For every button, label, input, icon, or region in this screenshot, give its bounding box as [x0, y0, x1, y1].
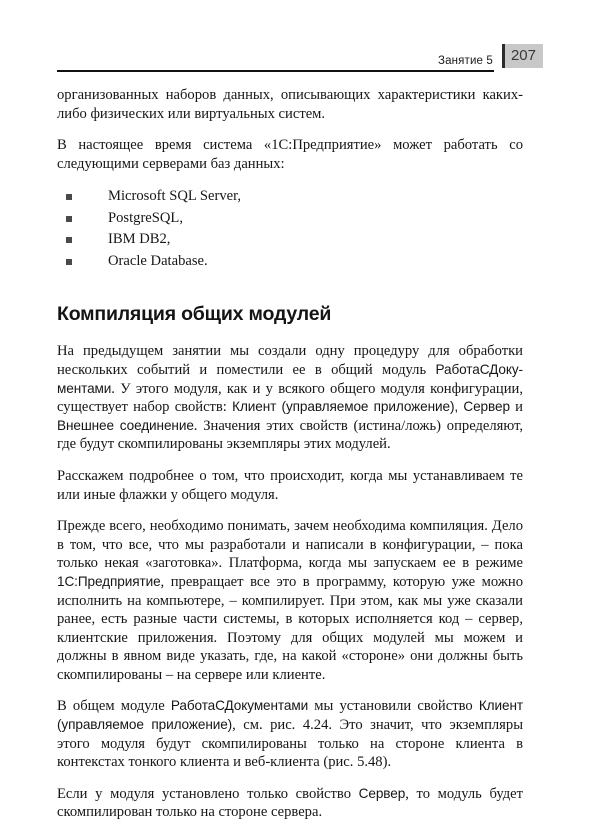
list-item-label: IBM DB2, [108, 231, 171, 248]
ui-term-module-name: РаботаСДокументами [170, 698, 309, 714]
list-item-label: Oracle Database. [108, 252, 208, 269]
paragraph-compilation [57, 517, 523, 684]
paragraph-property-server [57, 785, 523, 822]
text-segment: . У этого модуля, как и у всякого общего модуля конфигурации, существует набор свойств: [57, 380, 523, 416]
page-number: 207 [502, 44, 543, 68]
ui-term-client-property: Клиент (управляемое приложение) [57, 698, 523, 733]
paragraph-property-client [57, 697, 523, 771]
text-column [57, 86, 523, 822]
ui-term-external-connection: Внешнее соединение [57, 417, 194, 433]
paragraph-modules [57, 342, 523, 454]
chapter-label: Занятие 5 [438, 55, 493, 67]
list-item [57, 251, 523, 273]
text-segment: , то модуль будет скомпилирован только на стороне сервера. [57, 785, 524, 821]
text-segment: Прежде всего, необходимо понимать, зачем необходима компиляция. Дело в том, что все, что мы разработали и написали в конфигурации, – пока только некая «заготовка». Платформа, когда мы запускаем ее в режиме [57, 518, 523, 572]
header-rule [57, 70, 494, 72]
text-segment: мы установили свойство [308, 698, 479, 715]
ui-term-module-name: РаботаСДоку-ментами [57, 361, 523, 396]
text-segment: . Значения этих свойств (истина/ложь) определяют, где будут скомпилированы экземпляры этих модулей. [57, 417, 524, 453]
paragraph-servers-intro: В настоящее время система «1С:Предприятие» может работать со следующими серверами баз данных: [57, 137, 523, 172]
text-segment: и [509, 399, 523, 416]
list-item [57, 208, 523, 230]
section-heading: Компиляция общих модулей [57, 303, 332, 326]
square-bullet-icon [66, 194, 72, 200]
text-segment: , см. рис. 4.24. Это значит, что экземпляры этого модуля будут скомпилированы только на стороне клиента в контекстах тонкого клиента и веб-клиента (рис. 5.48). [57, 717, 523, 771]
list-item-label: Microsoft SQL Server, [108, 188, 242, 205]
square-bullet-icon [66, 259, 72, 265]
ui-term-properties: Клиент (управляемое приложение), Сервер [232, 399, 510, 415]
paragraph-continuation: организованных наборов данных, описывающих характеристики каких-либо физических или виртуальных систем. [57, 87, 523, 122]
square-bullet-icon [66, 237, 72, 243]
list-item-label: PostgreSQL, [108, 209, 183, 226]
running-header [57, 44, 543, 74]
square-bullet-icon [66, 216, 72, 222]
ui-term-platform-mode: 1С:Предприятие [57, 573, 161, 589]
list-item [57, 229, 523, 251]
text-segment: , превращает все это в программу, которую уже можно исполнить на компьютере, – компилирует. При этом, как мы уже сказали ранее, есть разные части системы, в которых исполняется код – сервер, клиентские приложения. Поэтому для общих модулей мы можем и должны в явном виде указать, где, на какой «стороне» они должны быть скомпилированы – на сервере или клиенте. [57, 573, 523, 683]
paragraph-flags: Расскажем подробнее о том, что происходит, когда мы устанавливаем те или иные флажки у общего модуля. [57, 467, 523, 503]
text-segment: Если у модуля установлено только свойство [57, 785, 359, 802]
text-segment: В общем модуле [57, 698, 171, 715]
ui-term-server-property: Сервер [358, 785, 406, 801]
text-segment: На предыдущем занятии мы создали одну процедуру для обработки нескольких событий и поместили ее в общий модуль [57, 343, 523, 378]
list-item [57, 186, 523, 208]
server-list [57, 186, 523, 272]
